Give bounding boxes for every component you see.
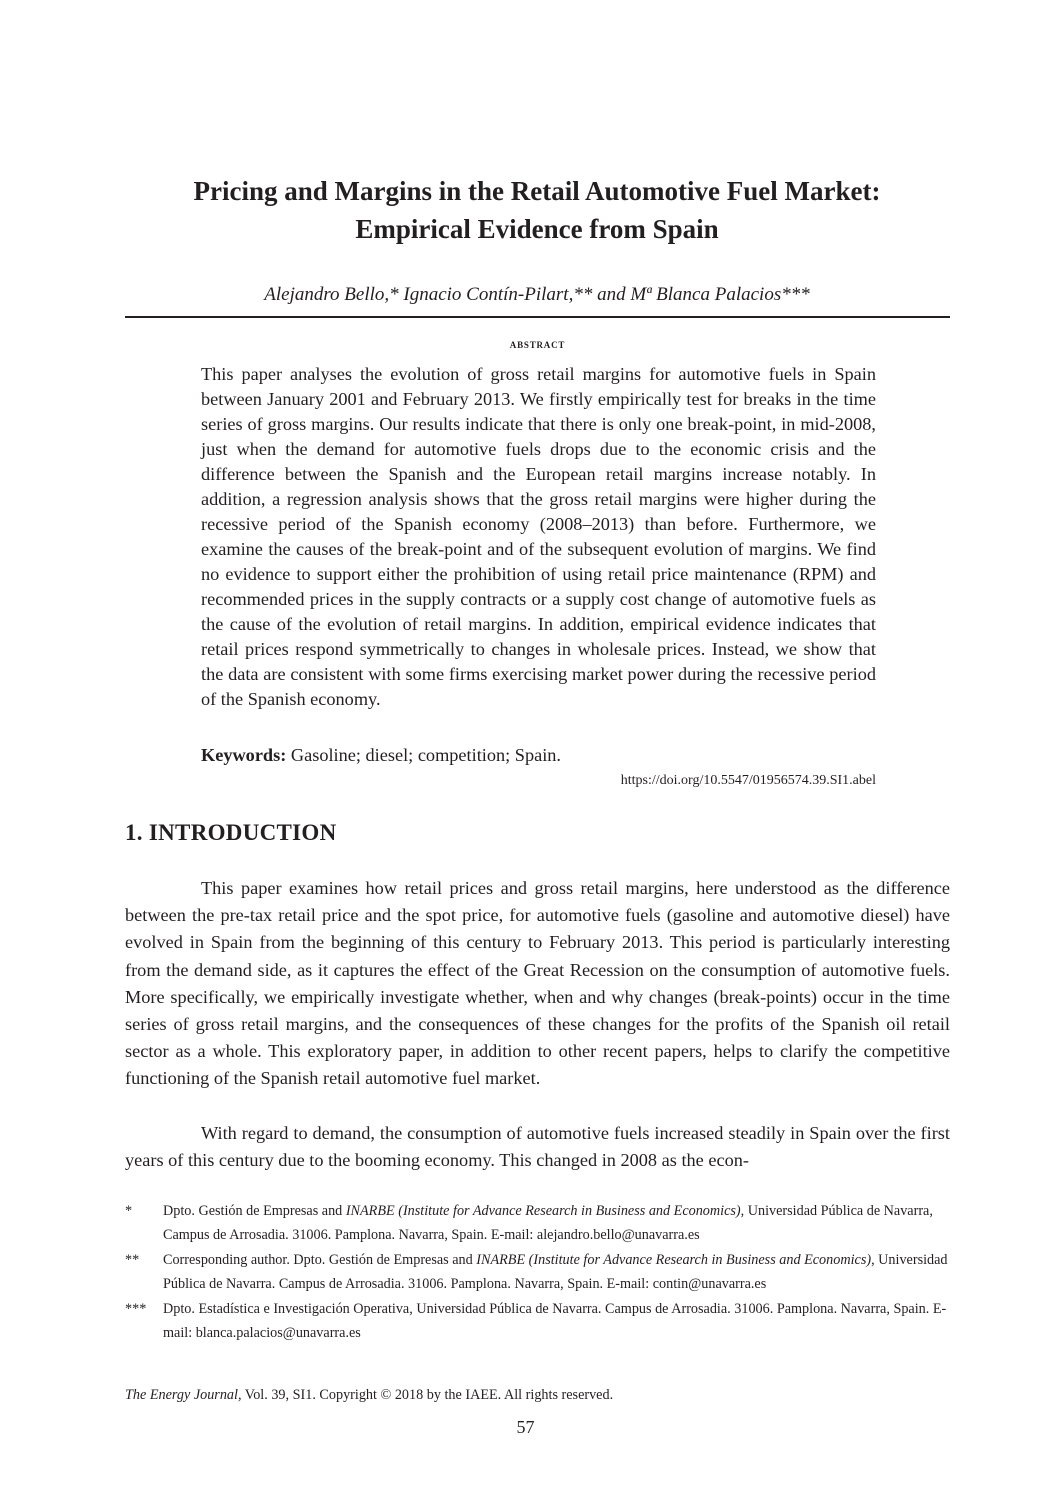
paper-title-line-1: Pricing and Margins in the Retail Automotive Fuel Market:: [193, 176, 881, 206]
keywords: [201, 743, 876, 768]
keywords-list: Gasoline; diesel; competition; Spain.: [290, 745, 562, 765]
footnote-text-pre: Dpto. Estadística e Investigación Operativa, Universidad Pública de Navarra. Campus de Arrosadia. 31006. Pamplona. Navarra, Spain. E-mail: blanca.palacios@unavarra.es: [163, 1301, 947, 1341]
intro-paragraph-1: [125, 875, 950, 1093]
keywords-label: Keywords:: [201, 745, 287, 765]
footnote: [125, 1249, 950, 1296]
footnotes: [125, 1200, 950, 1347]
title-divider: [125, 316, 950, 318]
footnote-text-post: , Universidad Pública de Navarra, Campus de Arrosadia. 31006. Pamplona. Navarra, Spain. E-mail: alejandro.bello@unavarra.es: [163, 1203, 933, 1243]
abstract-heading: abstract: [509, 337, 566, 351]
paper-title-line-2: Empirical Evidence from Spain: [355, 214, 719, 244]
footnote-mark: **: [125, 1252, 140, 1268]
footnote: [125, 1298, 950, 1345]
journal-name: The Energy Journal: [125, 1387, 238, 1403]
page-number: 57: [516, 1417, 535, 1437]
journal-citation: [125, 1385, 613, 1405]
footnote-text-pre: Dpto. Gestión de Empresas and: [163, 1203, 346, 1219]
footnote-text-pre: Corresponding author. Dpto. Gestión de Empresas and: [163, 1252, 477, 1268]
intro-paragraph-2: [125, 1120, 950, 1174]
footnote-mark: *: [125, 1203, 133, 1219]
section-heading-introduction: 1. INTRODUCTION: [125, 820, 337, 845]
doi-link[interactable]: https://doi.org/10.5547/01956574.39.SI1.abel: [620, 773, 876, 788]
footnote-text-italic: INARBE (Institute for Advance Research in Business and Economics): [476, 1252, 872, 1268]
paper-title: [120, 172, 954, 248]
intro-paragraph-2-text: With regard to demand, the consumption of automotive fuels increased steadily in Spain over the first years of this century due to the booming economy. This changed in 2008 as the econ-: [125, 1123, 950, 1171]
footnote-text-italic: INARBE (Institute for Advance Research in Business and Economics): [345, 1203, 741, 1219]
intro-paragraph-1-text: This paper examines how retail prices and gross retail margins, here understood as the difference between the pre-tax retail price and the spot price, for automotive fuels (gasoline and automotive diesel) have evolved in Spain from the beginning of this century to February 2013. This period is particularly interesting from the demand side, as it captures the effect of the Great Recession on the consumption of automotive fuels. More specifically, we empirically investigate whether, when and why changes (break-points) occur in the time series of gross retail margins, and the consequences of these changes for the profits of the Spanish oil retail sector as a whole. This exploratory paper, in addition to other recent papers, helps to clarify the competitive functioning of the Spanish retail automotive fuel market.: [125, 878, 950, 1089]
footnote-mark: ***: [125, 1301, 147, 1317]
footnote-text-post: , Universidad Pública de Navarra. Campus de Arrosadia. 31006. Pamplona. Navarra, Spain. E-mail: contin@unavarra.es: [163, 1252, 948, 1292]
footnote: [125, 1200, 950, 1247]
abstract-text: This paper analyses the evolution of gross retail margins for automotive fuels in Spain between January 2001 and February 2013. We firstly empirically test for breaks in the time series of gross margins. Our results indicate that there is only one break-point, in mid-2008, just when the demand for automotive fuels drops due to the economic crisis and the difference between the Spanish and the European retail margins increase notably. In addition, a regression analysis shows that the gross retail margins were higher during the recessive period of the Spanish economy (2008–2013) than before. Furthermore, we examine the causes of the break-point and of the subsequent evolution of margins. We find no evidence to support either the prohibition of using retail price maintenance (RPM) and recommended prices in the supply contracts or a supply cost change of automotive fuels as the cause of the evolution of retail margins. In addition, empirical evidence indicates that retail prices respond symmetrically to changes in wholesale prices. Instead, we show that the data are consistent with some firms exercising market power during the recessive period of the Spanish economy.: [201, 364, 876, 709]
journal-details: , Vol. 39, SI1. Copyright © 2018 by the IAEE. All rights reserved.: [237, 1387, 614, 1403]
author-list: Alejandro Bello,* Ignacio Contín-Pilart,** and Mª Blanca Palacios***: [264, 284, 810, 305]
